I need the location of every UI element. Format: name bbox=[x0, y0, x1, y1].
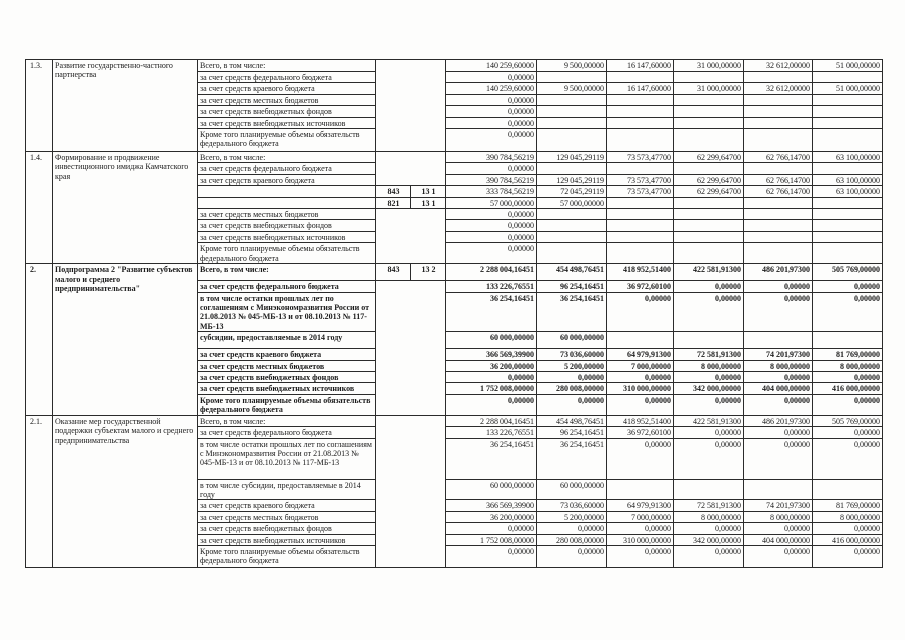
funding-source bbox=[198, 186, 376, 197]
funding-source: за счет средств местных бюджетов bbox=[198, 94, 376, 105]
funding-source: за счет средств федерального бюджета bbox=[198, 427, 376, 438]
amount-year-5: 0,00000 bbox=[813, 523, 883, 534]
amount-total: 333 784,56219 bbox=[446, 186, 537, 197]
amount-year-4: 0,00000 bbox=[744, 292, 813, 332]
amount-total: 36 200,00000 bbox=[446, 360, 537, 371]
budget-table-body bbox=[26, 60, 883, 568]
grbs-code: 843 bbox=[376, 186, 411, 197]
funding-source: за счет средств внебюджетных фондов bbox=[198, 220, 376, 231]
funding-source: Всего, в том числе: bbox=[198, 264, 376, 281]
amount-year-1 bbox=[537, 94, 607, 105]
amount-year-5: 505 769,00000 bbox=[813, 415, 883, 426]
amount-total: 0,00000 bbox=[446, 163, 537, 174]
amount-year-1: 5 200,00000 bbox=[537, 360, 607, 371]
table-row bbox=[26, 60, 883, 72]
amount-year-1: 454 498,76451 bbox=[537, 415, 607, 426]
amount-year-5: 63 100,00000 bbox=[813, 152, 883, 163]
amount-year-3: 422 581,91300 bbox=[674, 415, 744, 426]
table-row bbox=[26, 415, 883, 426]
amount-total: 390 784,56219 bbox=[446, 152, 537, 163]
amount-year-4: 486 201,97300 bbox=[744, 264, 813, 281]
amount-year-5: 416 000,00000 bbox=[813, 534, 883, 545]
amount-year-2 bbox=[607, 243, 674, 264]
amount-total: 0,00000 bbox=[446, 117, 537, 128]
funding-source: Кроме того планируемые объемы обязательств федерального бюджета bbox=[198, 394, 376, 415]
amount-year-5: 63 100,00000 bbox=[813, 186, 883, 197]
amount-year-4: 32 612,00000 bbox=[744, 60, 813, 72]
amount-year-5: 0,00000 bbox=[813, 394, 883, 415]
amount-year-5: 0,00000 bbox=[813, 427, 883, 438]
item-number: 1.3. bbox=[26, 60, 53, 152]
amount-year-3: 0,00000 bbox=[674, 371, 744, 382]
item-number: 1.4. bbox=[26, 152, 53, 264]
amount-year-3 bbox=[674, 332, 744, 349]
amount-year-3 bbox=[674, 163, 744, 174]
amount-year-5 bbox=[813, 117, 883, 128]
amount-year-2: 64 979,91300 bbox=[607, 349, 674, 360]
amount-year-1: 9 500,00000 bbox=[537, 83, 607, 94]
amount-total: 1 752 008,00000 bbox=[446, 534, 537, 545]
amount-year-1: 0,00000 bbox=[537, 546, 607, 568]
funding-source: за счет средств краевого бюджета bbox=[198, 174, 376, 185]
amount-year-1: 73 036,60000 bbox=[537, 349, 607, 360]
item-number: 2. bbox=[26, 264, 53, 416]
amount-year-1: 0,00000 bbox=[537, 394, 607, 415]
amount-year-4: 0,00000 bbox=[744, 394, 813, 415]
amount-year-1: 36 254,16451 bbox=[537, 292, 607, 332]
amount-year-4 bbox=[744, 332, 813, 349]
amount-total: 36 254,16451 bbox=[446, 438, 537, 479]
amount-year-3: 0,00000 bbox=[674, 523, 744, 534]
amount-year-4: 74 201,97300 bbox=[744, 500, 813, 511]
amount-year-1: 96 254,16451 bbox=[537, 427, 607, 438]
amount-year-3: 0,00000 bbox=[674, 292, 744, 332]
amount-year-1: 280 008,00000 bbox=[537, 534, 607, 545]
amount-year-2: 7 000,00000 bbox=[607, 511, 674, 522]
section-code: 13 1 bbox=[411, 186, 446, 197]
amount-year-2 bbox=[607, 231, 674, 242]
amount-total: 0,00000 bbox=[446, 106, 537, 117]
funding-source: за счет средств внебюджетных фондов bbox=[198, 371, 376, 382]
amount-year-1: 72 045,29119 bbox=[537, 186, 607, 197]
amount-year-5: 0,00000 bbox=[813, 371, 883, 382]
amount-year-2 bbox=[607, 209, 674, 220]
amount-year-5: 51 000,00000 bbox=[813, 83, 883, 94]
funding-source: за счет средств краевого бюджета bbox=[198, 349, 376, 360]
amount-year-1: 129 045,29119 bbox=[537, 152, 607, 163]
amount-year-3 bbox=[674, 197, 744, 208]
amount-year-5: 63 100,00000 bbox=[813, 174, 883, 185]
amount-year-1: 454 498,76451 bbox=[537, 264, 607, 281]
amount-year-5 bbox=[813, 332, 883, 349]
amount-year-5 bbox=[813, 72, 883, 83]
amount-year-4: 8 000,00000 bbox=[744, 360, 813, 371]
amount-year-4 bbox=[744, 243, 813, 264]
amount-year-4: 0,00000 bbox=[744, 371, 813, 382]
amount-year-2: 0,00000 bbox=[607, 523, 674, 534]
amount-year-4 bbox=[744, 209, 813, 220]
amount-year-2: 16 147,60000 bbox=[607, 60, 674, 72]
amount-total: 0,00000 bbox=[446, 209, 537, 220]
amount-year-2: 310 000,00000 bbox=[607, 534, 674, 545]
amount-year-1 bbox=[537, 209, 607, 220]
amount-year-2: 0,00000 bbox=[607, 438, 674, 479]
amount-year-4: 62 766,14700 bbox=[744, 186, 813, 197]
amount-year-4: 8 000,00000 bbox=[744, 511, 813, 522]
amount-year-3: 72 581,91300 bbox=[674, 349, 744, 360]
amount-year-2 bbox=[607, 129, 674, 152]
amount-year-3: 62 299,64700 bbox=[674, 152, 744, 163]
amount-year-3 bbox=[674, 479, 744, 500]
amount-year-4: 404 000,00000 bbox=[744, 383, 813, 394]
amount-year-5: 81 769,00000 bbox=[813, 349, 883, 360]
funding-source: за счет средств внебюджетных фондов bbox=[198, 106, 376, 117]
amount-year-5: 81 769,00000 bbox=[813, 500, 883, 511]
amount-year-5: 0,00000 bbox=[813, 546, 883, 568]
amount-year-5 bbox=[813, 197, 883, 208]
amount-year-1 bbox=[537, 243, 607, 264]
amount-year-4: 74 201,97300 bbox=[744, 349, 813, 360]
amount-year-4 bbox=[744, 106, 813, 117]
grbs-code: 843 bbox=[376, 264, 411, 281]
amount-total: 57 000,00000 bbox=[446, 197, 537, 208]
amount-year-4 bbox=[744, 479, 813, 500]
funding-source: в том числе субсидии, предоставляемые в 2014 году bbox=[198, 479, 376, 500]
code-cell-empty bbox=[376, 209, 446, 264]
amount-year-4 bbox=[744, 117, 813, 128]
amount-year-4: 62 766,14700 bbox=[744, 152, 813, 163]
amount-year-3: 8 000,00000 bbox=[674, 511, 744, 522]
amount-total: 0,00000 bbox=[446, 523, 537, 534]
amount-year-5: 8 000,00000 bbox=[813, 511, 883, 522]
amount-year-4: 0,00000 bbox=[744, 546, 813, 568]
amount-total: 0,00000 bbox=[446, 220, 537, 231]
funding-source: за счет средств внебюджетных источников bbox=[198, 534, 376, 545]
amount-total: 0,00000 bbox=[446, 231, 537, 242]
amount-year-3: 342 000,00000 bbox=[674, 534, 744, 545]
funding-source: Всего, в том числе: bbox=[198, 152, 376, 163]
amount-year-1: 57 000,00000 bbox=[537, 197, 607, 208]
amount-year-3: 31 000,00000 bbox=[674, 60, 744, 72]
funding-source: за счет средств внебюджетных источников bbox=[198, 117, 376, 128]
amount-year-2: 73 573,47700 bbox=[607, 152, 674, 163]
amount-year-2 bbox=[607, 479, 674, 500]
amount-year-5 bbox=[813, 220, 883, 231]
code-cell-empty bbox=[376, 152, 446, 186]
item-name: Развитие государственно-частного партнерства bbox=[53, 60, 198, 152]
amount-year-5 bbox=[813, 479, 883, 500]
amount-year-5: 416 000,00000 bbox=[813, 383, 883, 394]
funding-source: Кроме того планируемые объемы обязательств федерального бюджета bbox=[198, 129, 376, 152]
grbs-code: 821 bbox=[376, 197, 411, 208]
amount-year-2 bbox=[607, 117, 674, 128]
amount-year-5 bbox=[813, 231, 883, 242]
amount-total: 140 259,60000 bbox=[446, 83, 537, 94]
amount-year-4: 32 612,00000 bbox=[744, 83, 813, 94]
amount-year-1 bbox=[537, 106, 607, 117]
amount-year-2: 418 952,51400 bbox=[607, 415, 674, 426]
amount-year-5: 8 000,00000 bbox=[813, 360, 883, 371]
table-row bbox=[26, 264, 883, 281]
amount-total: 0,00000 bbox=[446, 243, 537, 264]
amount-year-3: 72 581,91300 bbox=[674, 500, 744, 511]
amount-total: 133 226,76551 bbox=[446, 281, 537, 292]
funding-source: Всего, в том числе: bbox=[198, 60, 376, 72]
amount-year-2: 7 000,00000 bbox=[607, 360, 674, 371]
funding-source bbox=[198, 197, 376, 208]
amount-year-2 bbox=[607, 106, 674, 117]
amount-year-2 bbox=[607, 332, 674, 349]
amount-total: 133 226,76551 bbox=[446, 427, 537, 438]
amount-year-3 bbox=[674, 94, 744, 105]
amount-year-3: 0,00000 bbox=[674, 427, 744, 438]
funding-source: за счет средств федерального бюджета bbox=[198, 281, 376, 292]
amount-year-4: 62 766,14700 bbox=[744, 174, 813, 185]
amount-total: 0,00000 bbox=[446, 129, 537, 152]
amount-year-3 bbox=[674, 243, 744, 264]
amount-year-4: 0,00000 bbox=[744, 427, 813, 438]
amount-year-2 bbox=[607, 72, 674, 83]
amount-year-4: 0,00000 bbox=[744, 281, 813, 292]
amount-year-5: 51 000,00000 bbox=[813, 60, 883, 72]
funding-source: в том числе остатки прошлых лет по соглашениям с Минэкономразвития России от 21.08.2013 № 045-МБ-13 и от 08.10.2013 № 117-МБ-13 bbox=[198, 292, 376, 332]
amount-year-3: 62 299,64700 bbox=[674, 186, 744, 197]
section-code: 13 1 bbox=[411, 197, 446, 208]
amount-year-3: 0,00000 bbox=[674, 281, 744, 292]
amount-year-4: 0,00000 bbox=[744, 523, 813, 534]
amount-total: 0,00000 bbox=[446, 371, 537, 382]
amount-year-4 bbox=[744, 129, 813, 152]
amount-year-3: 342 000,00000 bbox=[674, 383, 744, 394]
amount-year-4 bbox=[744, 94, 813, 105]
amount-year-1 bbox=[537, 129, 607, 152]
amount-year-1 bbox=[537, 72, 607, 83]
code-cell-empty bbox=[376, 415, 446, 567]
amount-year-3: 0,00000 bbox=[674, 546, 744, 568]
item-number: 2.1. bbox=[26, 415, 53, 567]
amount-total: 2 288 004,16451 bbox=[446, 415, 537, 426]
amount-year-4: 404 000,00000 bbox=[744, 534, 813, 545]
amount-year-3: 31 000,00000 bbox=[674, 83, 744, 94]
amount-year-2: 418 952,51400 bbox=[607, 264, 674, 281]
amount-year-2 bbox=[607, 220, 674, 231]
amount-year-5: 0,00000 bbox=[813, 281, 883, 292]
funding-source: за счет средств внебюджетных фондов bbox=[198, 523, 376, 534]
amount-year-1: 60 000,00000 bbox=[537, 332, 607, 349]
amount-total: 140 259,60000 bbox=[446, 60, 537, 72]
amount-year-2: 36 972,60100 bbox=[607, 427, 674, 438]
funding-source: за счет средств местных бюджетов bbox=[198, 511, 376, 522]
code-cell-empty bbox=[376, 60, 446, 152]
amount-year-4 bbox=[744, 231, 813, 242]
amount-year-4 bbox=[744, 163, 813, 174]
amount-year-1: 60 000,00000 bbox=[537, 479, 607, 500]
amount-total: 0,00000 bbox=[446, 94, 537, 105]
funding-source: в том числе остатки прошлых лет по соглашениям с Минэкономразвития России от 21.08.2013 № 045-МБ-13 и от 08.10.2013 № 117-МБ-13 bbox=[198, 438, 376, 479]
amount-year-3 bbox=[674, 220, 744, 231]
item-name: Оказание мер государственной поддержки субъектам малого и среднего предпринимательства bbox=[53, 415, 198, 567]
amount-year-3: 422 581,91300 bbox=[674, 264, 744, 281]
amount-year-5: 0,00000 bbox=[813, 292, 883, 332]
amount-year-5 bbox=[813, 129, 883, 152]
amount-total: 1 752 008,00000 bbox=[446, 383, 537, 394]
table-row bbox=[26, 152, 883, 163]
amount-year-1: 9 500,00000 bbox=[537, 60, 607, 72]
amount-year-3: 8 000,00000 bbox=[674, 360, 744, 371]
amount-year-3: 0,00000 bbox=[674, 394, 744, 415]
amount-year-1 bbox=[537, 220, 607, 231]
budget-table bbox=[25, 59, 883, 568]
amount-year-5 bbox=[813, 243, 883, 264]
funding-source: за счет средств краевого бюджета bbox=[198, 83, 376, 94]
amount-total: 366 569,39900 bbox=[446, 500, 537, 511]
amount-year-2: 0,00000 bbox=[607, 546, 674, 568]
amount-total: 390 784,56219 bbox=[446, 174, 537, 185]
amount-year-2: 73 573,47700 bbox=[607, 174, 674, 185]
amount-year-5 bbox=[813, 163, 883, 174]
amount-year-5 bbox=[813, 106, 883, 117]
amount-year-1: 0,00000 bbox=[537, 523, 607, 534]
amount-year-2: 0,00000 bbox=[607, 394, 674, 415]
amount-year-3 bbox=[674, 129, 744, 152]
amount-total: 60 000,00000 bbox=[446, 332, 537, 349]
item-name: Подпрограмма 2 "Развитие субъектов малого и среднего предпринимательства" bbox=[53, 264, 198, 416]
amount-total: 60 000,00000 bbox=[446, 479, 537, 500]
amount-year-2: 0,00000 bbox=[607, 371, 674, 382]
amount-year-5 bbox=[813, 209, 883, 220]
amount-year-4: 0,00000 bbox=[744, 438, 813, 479]
funding-source: за счет средств местных бюджетов bbox=[198, 209, 376, 220]
section-code: 13 2 bbox=[411, 264, 446, 281]
funding-source: за счет средств внебюджетных источников bbox=[198, 231, 376, 242]
amount-total: 366 569,39900 bbox=[446, 349, 537, 360]
amount-year-1: 36 254,16451 bbox=[537, 438, 607, 479]
amount-year-2: 73 573,47700 bbox=[607, 186, 674, 197]
amount-total: 36 254,16451 bbox=[446, 292, 537, 332]
amount-year-2: 64 979,91300 bbox=[607, 500, 674, 511]
amount-year-5: 0,00000 bbox=[813, 438, 883, 479]
amount-year-1 bbox=[537, 231, 607, 242]
funding-source: субсидии, предоставляемые в 2014 году bbox=[198, 332, 376, 349]
funding-source: за счет средств местных бюджетов bbox=[198, 360, 376, 371]
amount-year-3: 0,00000 bbox=[674, 438, 744, 479]
funding-source: за счет средств федерального бюджета bbox=[198, 72, 376, 83]
funding-source: Кроме того планируемые объемы обязательств федерального бюджета bbox=[198, 243, 376, 264]
amount-total: 36 200,00000 bbox=[446, 511, 537, 522]
funding-source: за счет средств федерального бюджета bbox=[198, 163, 376, 174]
item-name: Формирование и продвижение инвестиционного имиджа Камчатского края bbox=[53, 152, 198, 264]
code-cell-empty bbox=[376, 281, 446, 416]
amount-year-2: 16 147,60000 bbox=[607, 83, 674, 94]
amount-total: 0,00000 bbox=[446, 546, 537, 568]
funding-source: за счет средств краевого бюджета bbox=[198, 500, 376, 511]
amount-year-3 bbox=[674, 106, 744, 117]
amount-year-3 bbox=[674, 72, 744, 83]
amount-total: 0,00000 bbox=[446, 394, 537, 415]
amount-year-3 bbox=[674, 117, 744, 128]
amount-year-1 bbox=[537, 117, 607, 128]
amount-year-5 bbox=[813, 94, 883, 105]
funding-source: Всего, в том числе: bbox=[198, 415, 376, 426]
amount-year-1 bbox=[537, 163, 607, 174]
amount-year-1: 73 036,60000 bbox=[537, 500, 607, 511]
amount-year-4 bbox=[744, 197, 813, 208]
amount-year-3 bbox=[674, 209, 744, 220]
funding-source: Кроме того планируемые объемы обязательств федерального бюджета bbox=[198, 546, 376, 568]
amount-year-2 bbox=[607, 197, 674, 208]
amount-year-2 bbox=[607, 163, 674, 174]
amount-year-4: 486 201,97300 bbox=[744, 415, 813, 426]
amount-year-2: 36 972,60100 bbox=[607, 281, 674, 292]
amount-year-4 bbox=[744, 72, 813, 83]
amount-year-3: 62 299,64700 bbox=[674, 174, 744, 185]
amount-total: 2 288 004,16451 bbox=[446, 264, 537, 281]
amount-year-3 bbox=[674, 231, 744, 242]
amount-year-1: 280 008,00000 bbox=[537, 383, 607, 394]
amount-year-2 bbox=[607, 94, 674, 105]
amount-year-4 bbox=[744, 220, 813, 231]
amount-year-1: 0,00000 bbox=[537, 371, 607, 382]
amount-year-5: 505 769,00000 bbox=[813, 264, 883, 281]
amount-year-1: 5 200,00000 bbox=[537, 511, 607, 522]
amount-year-1: 96 254,16451 bbox=[537, 281, 607, 292]
amount-year-2: 0,00000 bbox=[607, 292, 674, 332]
funding-source: за счет средств внебюджетных источников bbox=[198, 383, 376, 394]
amount-total: 0,00000 bbox=[446, 72, 537, 83]
amount-year-2: 310 000,00000 bbox=[607, 383, 674, 394]
amount-year-1: 129 045,29119 bbox=[537, 174, 607, 185]
